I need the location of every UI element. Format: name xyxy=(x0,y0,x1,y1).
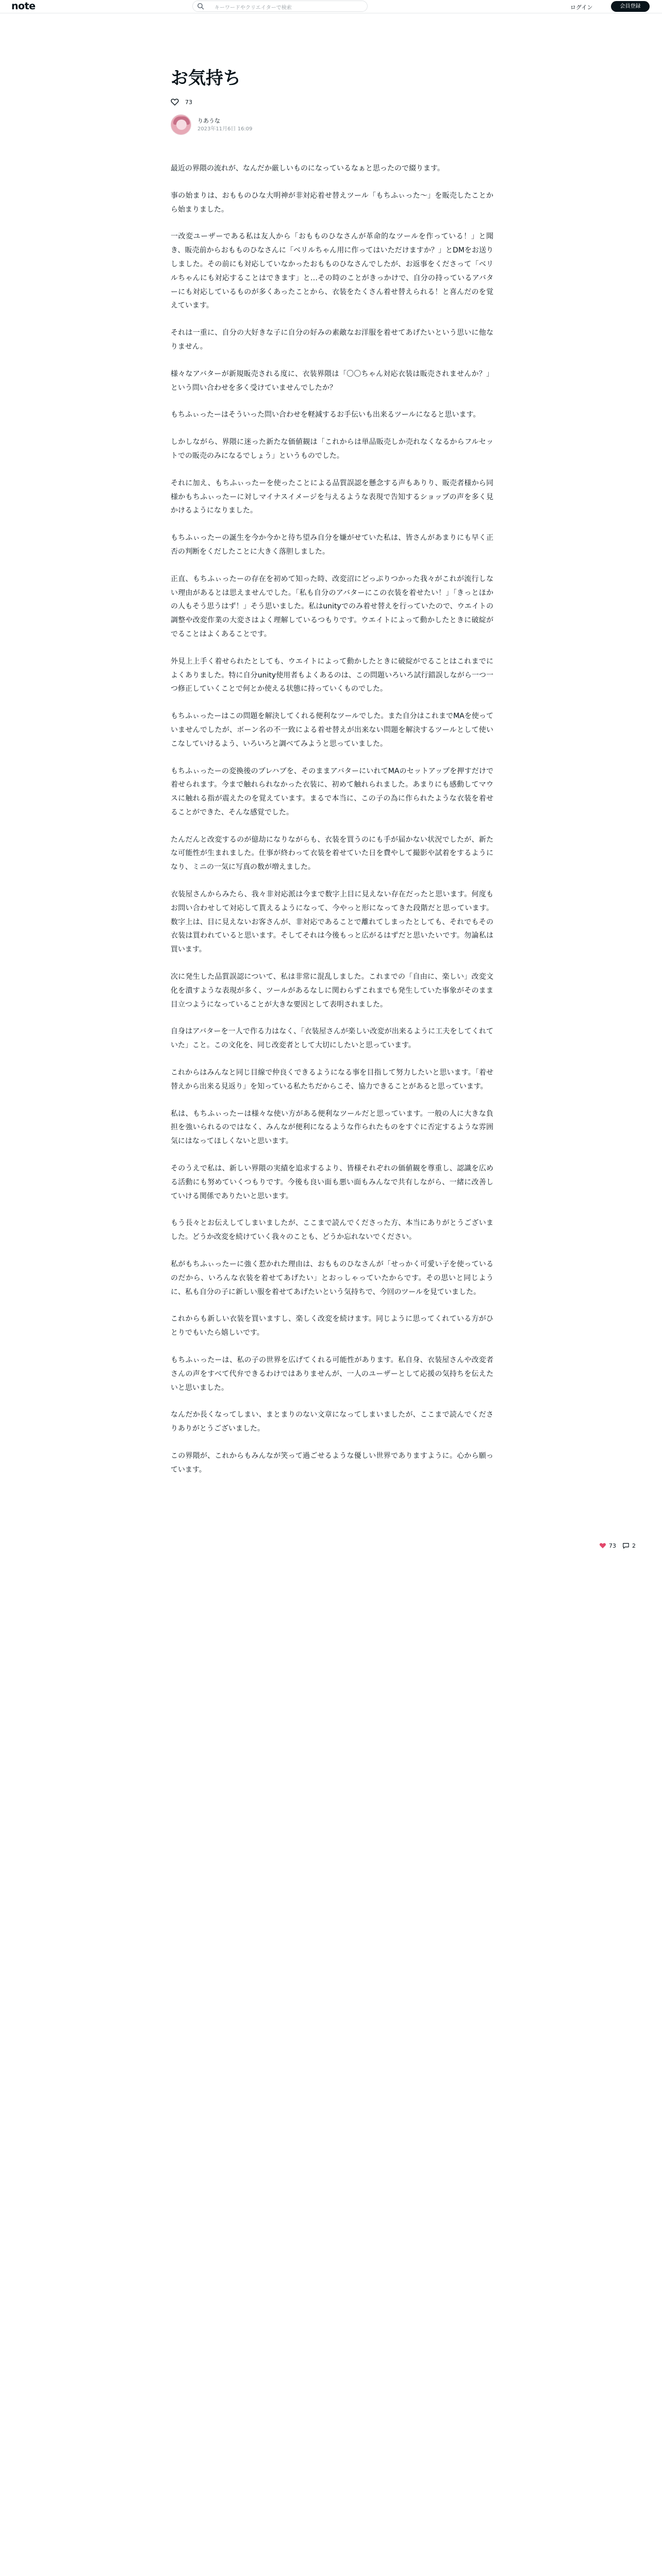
rail-comment-count: 2 xyxy=(632,1542,636,1549)
note-logo[interactable]: note xyxy=(11,1,36,12)
creator-info[interactable] xyxy=(171,114,253,135)
article-paragraph: 私は、もちふぃったーは様々な使い方がある便利なツールだと思っています。一般の人に大きな負担を強いられるのではなく、みんなが便利になるような作られたものをすぐに否定するような雰囲気にはなってほしくないと思います。 xyxy=(171,1109,493,1146)
article xyxy=(171,67,493,1474)
publish-date: 2023年11月6日 16:09 xyxy=(197,126,253,132)
like-summary[interactable] xyxy=(171,98,192,106)
article-paragraph: 最近の界隈の流れが、なんだか厳しいものになっているなぁと思ったので綴ります。 xyxy=(171,164,444,173)
rail-like-count: 73 xyxy=(609,1542,616,1549)
article-paragraph: もちふぃったーの変換後のプレハブを、そのままアバターにいれてMAのセットアップを押すだけで着せられます。今まで触れられなかった衣装に、初めて触れられました。あまりにも感動してマウスに触れる指が震えたのを覚えています。まるで本当に、この子の為に作られたような衣装を着せることができた、そんな感覚でした。 xyxy=(171,767,493,817)
article-paragraph: これからはみんなと同じ目線で仲良くできるようになる事を目指して努力したいと思います。「着せ替えから出来る見返り」を知っている私たちだからこそ、協力できることがあると思っています。 xyxy=(171,1069,493,1091)
heart-icon[interactable] xyxy=(599,1542,606,1549)
avatar[interactable] xyxy=(171,114,191,135)
article-paragraph: それは一重に、自分の大好きな子に自分の好みの素敵なお洋服を着せてあげたいという思いに他なりません。 xyxy=(171,329,493,351)
comment-icon[interactable] xyxy=(622,1542,630,1549)
article-body xyxy=(171,162,493,1490)
avatar-face xyxy=(176,120,187,130)
article-paragraph: 自身はアバターを一人で作る力はなく、「衣装屋さんが楽しい改変が出来るように工夫をしてくれていた」こと。この文化を、同じ改変者として大切にしたいと思っています。 xyxy=(171,1027,493,1050)
article-paragraph: 私がもちふぃったーに強く惹かれた理由は、おもものひなさんが「せっかく可愛い子を使っているのだから、いろんな衣装を着せてあげたい」とおっしゃっていたからです。その思いと同じように、私も自分の子に新しい服を着せてあげたいという気持ちで、今回のツールを見ていました。 xyxy=(171,1260,493,1296)
article-paragraph: もちふぃったーはそういった問い合わせを軽減するお手伝いも出来るツールになると思います。 xyxy=(171,411,481,419)
creator-name[interactable]: りあうな xyxy=(197,117,220,124)
floating-action-rail xyxy=(599,1540,646,1551)
search-placeholder: キーワードやクリエイターで検索 xyxy=(214,5,292,11)
article-paragraph: この界隈が、これからもみんなが笑って過ごせるような優しい世界でありますように。心から願っています。 xyxy=(171,1451,493,1474)
login-link[interactable]: ログイン xyxy=(570,4,593,11)
site-header xyxy=(0,0,662,13)
article-paragraph: もちふぃったーは、私の子の世界を広げてくれる可能性があります。私自身、衣装屋さんや改変者さんの声をすべて代弁できるわけではありませんが、一人のユーザーとして応援の気持ちを伝えたいと思いました。 xyxy=(171,1356,493,1392)
article-paragraph: しかしながら、界隈に迷った新たな価値観は「これからは単品販売しか売れなくなるからフルセットでの販売のみになるでしょう」というものでした。 xyxy=(171,438,493,460)
article-paragraph: それに加え、もちふぃったーを使ったことによる品質誤認を懸念する声もありり、販売者様から同様かもちふぃったーに対しマイナスイメージを与えるような表現で告知するショップの声を多く見かけるようになりました。 xyxy=(171,479,493,515)
heart-icon xyxy=(171,98,179,106)
article-paragraph: 一改変ユーザーである私は友人から「おもものひなさんが革命的なツールを作っている！」と聞き、販売前からおもものひなさんに「ベリルちゃん用に作ってはいただけますか？」とDMをお送りしました。その前にも対応していなかったおもものひなさんでしたが、お返事をくださって「ベリルちゃんにも対応することはできます」と…その時のことがきっかけで、自分の持っているアバターにも対応しているものが多くあったことから、衣装をたくさん着せ替えられる！と喜んだのを覚えています。 xyxy=(171,232,493,310)
article-paragraph: たんだんと改変するのが億劫になりながらも、衣装を買うのにも手が届かない状況でしたが、新たな可能性が生まれました。仕事が終わって衣装を着せていた日を費やして撮影や試着をするようになり、ミニの一気に写真の数が増えました。 xyxy=(171,835,493,872)
article-paragraph: 外見上上手く着せられたとしても、ウエイトによって動かしたときに破綻がでることはこれまでによくありました。特に自分unity使用者もよくあるのは、この問題いろいろ試行錯誤しながら一つ一つ修正していくことで何とか使える状態に持っていくものでした。 xyxy=(171,657,493,693)
article-paragraph: 次に発生した品質誤認について、私は非常に混乱しました。これまでの「自由に、楽しい」改変文化を潰すような表現が多く、ツールがあるなしに関わらずこれまでも発生していた事象がそのまま目立つようになっていることが大きな要因として表明されました。 xyxy=(171,973,493,1009)
article-paragraph: 様々なアバターが新規販売される度に、衣装界隈は「〇〇ちゃん対応衣装は販売されませんか？」という問い合わせを多く受けていませんでしたか？ xyxy=(171,369,493,392)
article-paragraph: 事の始まりは、おもものひな大明神が非対応着せ替えツール「もちふぃった〜」を販売したことから始まりました。 xyxy=(171,191,493,214)
article-paragraph: 正直、もちふぃったーの存在を初めて知った時、改変沼にどっぷりつかった我々がこれが流行しない理由があるとは思えませんでした。「私も自分のアバターにこの衣装を着せたい！」「きっとほかの人もそう思うはず！」そう思いました。私はunityでのみ着せ替えを行っていたので、ウエイトの調整や改変作業の大変さはよく理解しているつもりです。ウエイトによって動かしたときに破綻がでることはよくあることです。 xyxy=(171,574,493,638)
search-icon xyxy=(197,3,204,10)
article-paragraph: もちふぃったーはこの問題を解決してくれる便利なツールでした。また自分はこれまでMAを使っていませんでしたが、ボーン名の不一致による着せ替えが出来ない問題を解決するツールとして使いこなしていけるよう、いろいろと調べてみようと思っていました。 xyxy=(171,712,493,748)
article-paragraph: もちふぃったーの誕生を今か今かと待ち望み自分を嫌がせていた私は、皆さんがあまりにも早く正否の判断をくだしたことに大きく落胆しました。 xyxy=(171,534,493,556)
article-paragraph: 衣装屋さんからみたら、我々非対応派は今まで数字上目に見えない存在だったと思います。何度もお問い合わせして対応して貰えるようになって、今やっと形になってきた段階だと思っています。数字上は、目に見えないお客さんが、非対応であることで離れてしまったとしても、それでもその衣装は買われていると思います。そしてそれは今後もっと広がるはずだと思いたいです。勿論私は買います。 xyxy=(171,890,493,954)
signup-button[interactable]: 会員登録 xyxy=(611,1,650,12)
like-count-top: 73 xyxy=(185,98,192,106)
search-box[interactable] xyxy=(192,1,368,12)
article-paragraph: そのうえで私は、新しい界隈の実績を追求するより、皆様それぞれの価値観を尊重し、認識を広める活動にも努めていくつもりです。今後も良い面も悪い面もみんなで共有しながら、一緒に改善していける関係でありたいと思います。 xyxy=(171,1164,493,1200)
article-title: お気持ち xyxy=(171,68,241,89)
article-paragraph: もう長々とお伝えしてしまいましたが、ここまで読んでくださった方、本当にありがとうございました。どうか改変を続けていく我々のことも、どうか忘れないでください。 xyxy=(171,1219,493,1242)
article-paragraph: なんだか長くなってしまい、まとまりのない文章になってしまいましたが、ここまで読んでくださりありがとうございました。 xyxy=(171,1411,493,1433)
article-paragraph: これからも新しい衣装を買いますし、楽しく改変を続けます。同じように思ってくれている方がひとりでもいたら嬉しいです。 xyxy=(171,1315,493,1337)
